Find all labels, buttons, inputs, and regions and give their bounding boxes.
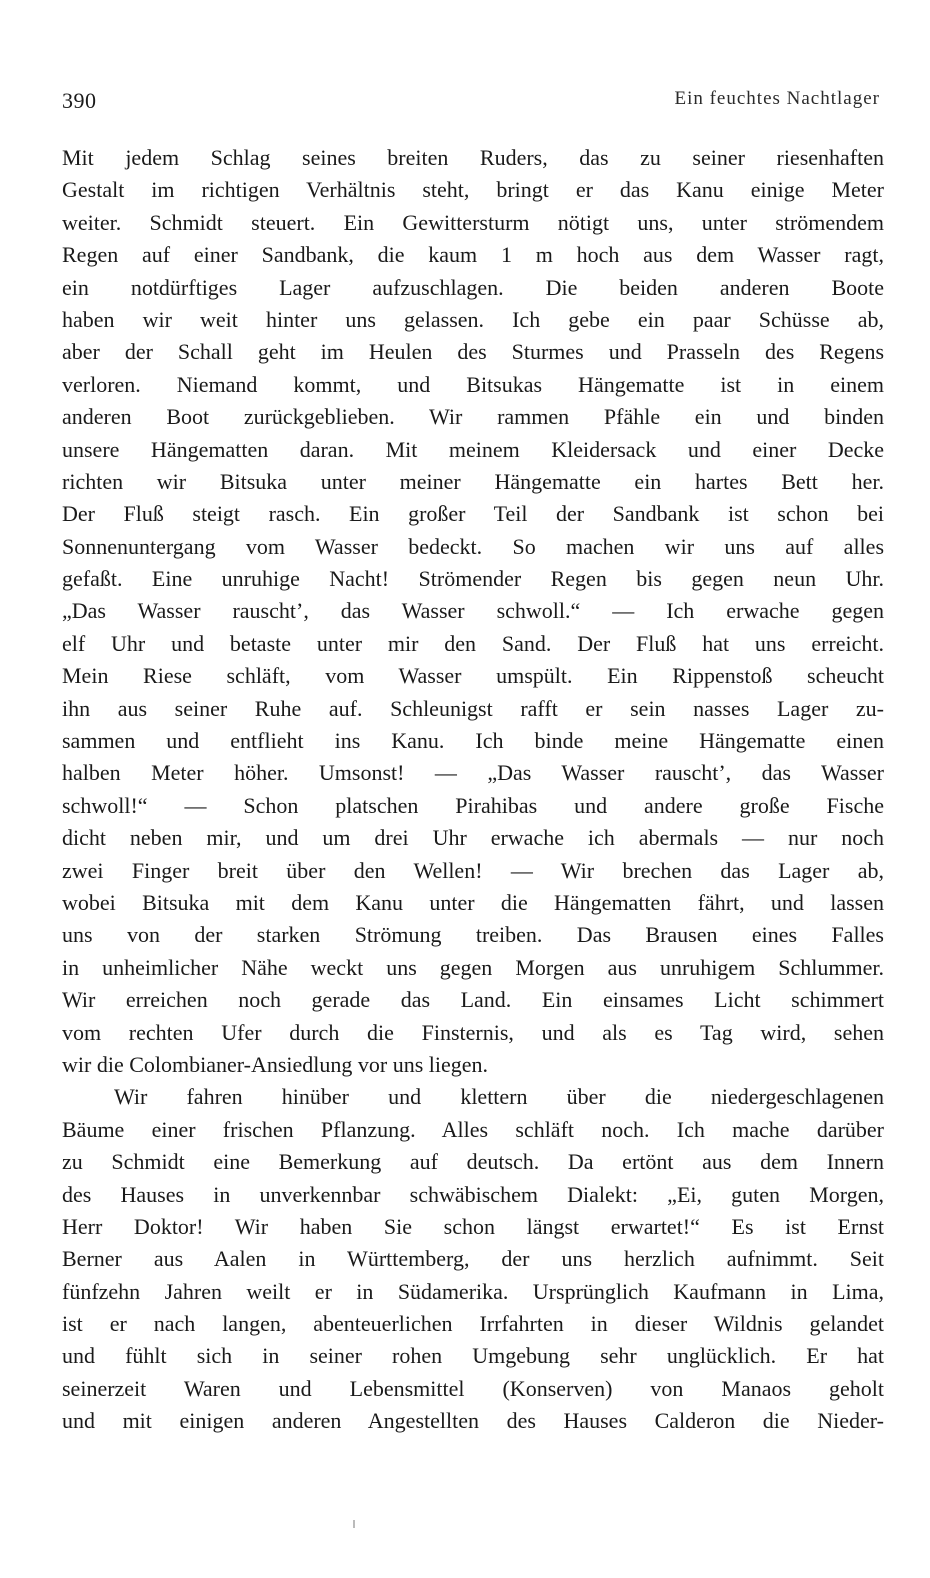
text-line: Sonnenuntergang vom Wasser bedeckt. So machen wir uns auf alles [62, 533, 884, 559]
text-line: Wir fahren hinüber und klettern über die niedergeschlagenen [114, 1084, 884, 1110]
text-line: richten wir Bitsuka unter meiner Hängematte ein hartes Bett her. [62, 468, 884, 494]
paragraph-1 [62, 142, 884, 1081]
page-header [62, 88, 880, 118]
text-line: wobei Bitsuka mit dem Kanu unter die Hängematten fährt, und lassen [62, 889, 884, 915]
text-line: Herr Doktor! Wir haben Sie schon längst erwartet!“ Es ist Ernst [62, 1213, 884, 1239]
text-line: Regen auf einer Sandbank, die kaum 1 m hoch aus dem Wasser ragt, [62, 242, 884, 268]
text-line: Mein Riese schläft, vom Wasser umspült. Ein Rippenstoß scheucht [62, 663, 884, 689]
text-line: weiter. Schmidt steuert. Ein Gewittersturm nötigt uns, unter strömendem [62, 209, 884, 235]
text-line: und fühlt sich in seiner rohen Umgebung sehr unglücklich. Er hat [62, 1343, 884, 1369]
body-text [62, 142, 884, 1438]
text-line: Der Fluß steigt rasch. Ein großer Teil der Sandbank ist schon bei [62, 501, 884, 527]
text-line: „Das Wasser rauscht’, das Wasser schwoll.“ — Ich erwache gegen [62, 598, 884, 624]
text-line: zwei Finger breit über den Wellen! — Wir brechen das Lager ab, [62, 857, 884, 883]
text-line: Wir erreichen noch gerade das Land. Ein einsames Licht schimmert [62, 987, 884, 1013]
text-line: Mit jedem Schlag seines breiten Ruders, das zu seiner riesenhaften [62, 145, 884, 170]
text-line: ein notdürftiges Lager aufzuschlagen. Die beiden anderen Boote [62, 274, 884, 300]
text-line: dicht neben mir, und um drei Uhr erwache ich abermals — nur noch [62, 825, 884, 851]
text-line: unsere Hängematten daran. Mit meinem Kleidersack und einer Decke [62, 436, 884, 462]
text-line: ihn aus seiner Ruhe auf. Schleunigst rafft er sein nasses Lager zu- [62, 695, 884, 721]
text-line: elf Uhr und betaste unter mir den Sand. Der Fluß hat uns erreicht. [62, 630, 884, 656]
text-line: verloren. Niemand kommt, und Bitsukas Hängematte ist in einem [62, 371, 884, 397]
text-line: halben Meter höher. Umsonst! — „Das Wasser rauscht’, das Wasser [62, 760, 884, 786]
text-line: des Hauses in unverkennbar schwäbischem Dialekt: „Ei, guten Morgen, [62, 1181, 884, 1207]
text-line: schwoll!“ — Schon platschen Pirahibas und andere große Fische [62, 792, 884, 818]
text-line: uns von der starken Strömung treiben. Das Brausen eines Falles [62, 922, 884, 948]
text-line: wir die Colombianer-Ansiedlung vor uns liegen. [62, 1051, 489, 1077]
print-speck [353, 1520, 355, 1528]
text-line: gefaßt. Eine unruhige Nacht! Strömender Regen bis gegen neun Uhr. [62, 566, 884, 592]
text-line: seinerzeit Waren und Lebensmittel (Konserven) von Manaos geholt [62, 1375, 884, 1401]
text-line: haben wir weit hinter uns gelassen. Ich gebe ein paar Schüsse ab, [62, 306, 884, 332]
text-line: und mit einigen anderen Angestellten des Hauses Calderon die Nieder- [62, 1408, 884, 1434]
text-line: ist er nach langen, abenteuerlichen Irrfahrten in dieser Wildnis gelandet [62, 1311, 884, 1337]
text-line: sammen und entflieht ins Kanu. Ich binde meine Hängematte einen [62, 728, 884, 754]
text-line: Gestalt im richtigen Verhältnis steht, bringt er das Kanu einige Meter [62, 177, 884, 203]
text-line: anderen Boot zurückgeblieben. Wir rammen Pfähle ein und binden [62, 404, 884, 430]
text-line: aber der Schall geht im Heulen des Sturmes und Prasseln des Regens [62, 339, 884, 365]
text-line: in unheimlicher Nähe weckt uns gegen Morgen aus unruhigem Schlummer. [62, 954, 884, 980]
paragraph-2 [62, 1081, 884, 1437]
text-line: Berner aus Aalen in Württemberg, der uns herzlich aufnimmt. Seit [62, 1246, 884, 1272]
text-line: zu Schmidt eine Bemerkung auf deutsch. Da ertönt aus dem Innern [62, 1149, 884, 1175]
running-head: Ein feuchtes Nachtlager [674, 88, 880, 109]
text-line: fünfzehn Jahren weilt er in Südamerika. Ursprünglich Kaufmann in Lima, [62, 1278, 884, 1304]
text-line: vom rechten Ufer durch die Finsternis, und als es Tag wird, sehen [62, 1019, 884, 1045]
page-number: 390 [62, 88, 97, 113]
text-line: Bäume einer frischen Pflanzung. Alles schläft noch. Ich mache darüber [62, 1116, 884, 1142]
